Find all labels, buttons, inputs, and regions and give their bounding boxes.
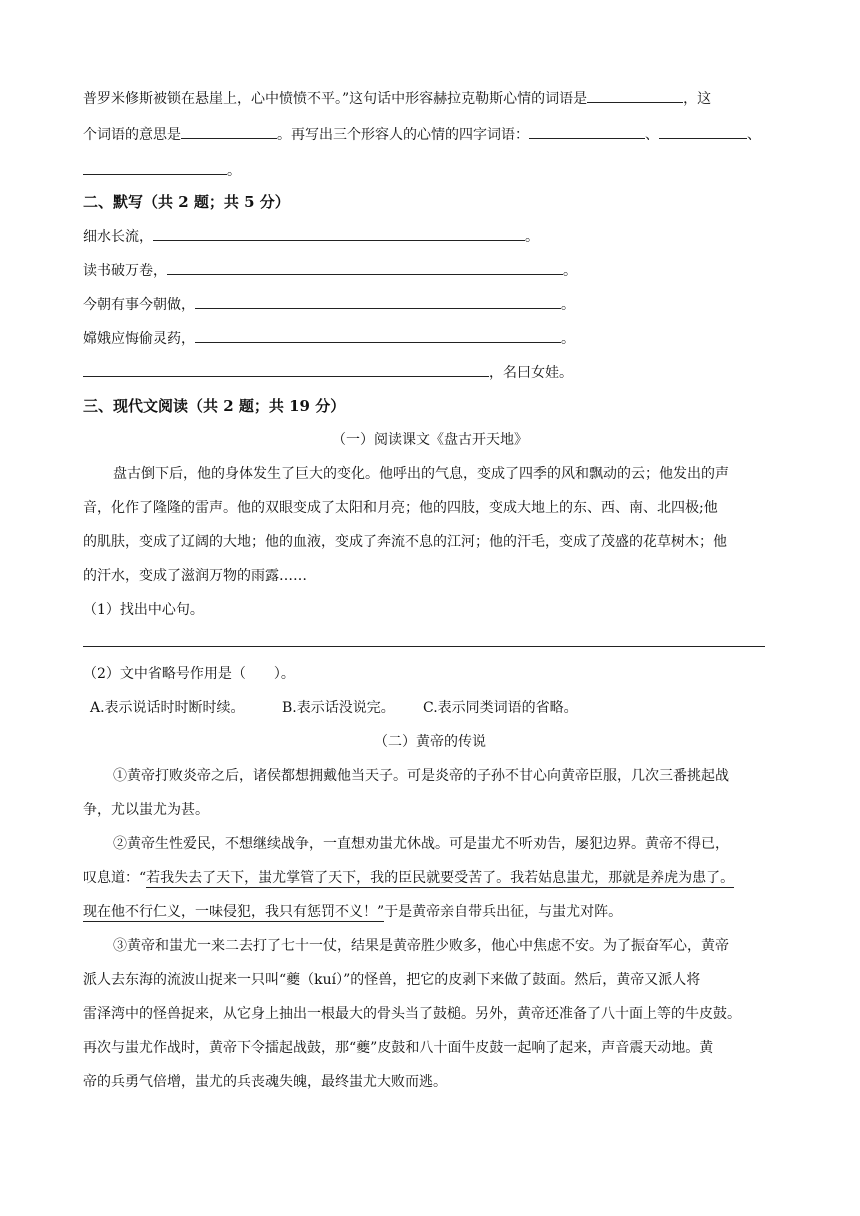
passage-line: [83, 902, 622, 922]
dictation-prompt: 细水长流，: [83, 229, 153, 245]
dictation-item: [83, 328, 575, 349]
passage-text: 于是黄帝亲自带兵出征，与蚩尤对阵。: [384, 904, 623, 920]
passage-line: 的肌肤，变成了辽阔的大地；他的血液，变成了奔流不息的江河；他的汗毛，变成了茂盛的花草树木；他: [83, 534, 727, 550]
section-heading: 三、现代文阅读（共 2 题；共 19 分）: [83, 397, 346, 415]
passage-line: ③黄帝和蚩尤一来二去打了七十一仗，结果是黄帝胜少败多，他心中焦虑不安。为了振奋军心，黄帝: [113, 938, 729, 954]
answer-blank[interactable]: [195, 294, 561, 309]
answer-blank[interactable]: [153, 226, 525, 241]
dictation-prompt: 今朝有事今朝做，: [83, 297, 195, 313]
answer-blank[interactable]: [181, 124, 277, 139]
s1-line-3: [83, 160, 241, 181]
answer-line[interactable]: [83, 646, 765, 647]
s1-text: ，这: [683, 91, 712, 107]
s1-text: 、: [645, 127, 659, 143]
passage-line: 的汗水，变成了滋润万物的雨露……: [83, 568, 307, 584]
answer-blank[interactable]: [529, 124, 645, 139]
passage-line: 盘古倒下后，他的身体发生了巨大的变化。他呼出的气息，变成了四季的风和飘动的云；他发出的声: [113, 466, 729, 482]
answer-blank[interactable]: [587, 88, 683, 103]
answer-blank[interactable]: [195, 328, 561, 343]
passage-line: 再次与蚩尤作战时，黄帝下令擂起战鼓，那“夔”皮鼓和八十面牛皮鼓一起响了起来，声音震天动地。黄: [83, 1040, 714, 1056]
answer-option[interactable]: A.表示说话时时断时续。: [90, 700, 245, 716]
passage-line: ①黄帝打败炎帝之后，诸侯都想拥戴他当天子。可是炎帝的子孙不甘心向黄帝臣服，几次三番挑起战: [113, 768, 729, 784]
dictation-prompt: 嫦娥应悔偷灵药，: [83, 331, 195, 347]
s1-text: 。: [227, 163, 241, 179]
s1-text: 普罗米修斯被锁在悬崖上，心中愤愤不平。”这句话中形容赫拉克勒斯心情的词语是: [83, 91, 588, 107]
passage-line: [83, 868, 734, 888]
dictation-item: [83, 362, 573, 383]
passage-title: （一）阅读课文《盘古开天地》: [332, 432, 528, 448]
s1-line-2: [83, 124, 761, 145]
dictation-item: [83, 260, 577, 281]
passage-line: 帝的兵勇气倍增，蚩尤的兵丧魂失魄，最终蚩尤大败而逃。: [83, 1074, 447, 1090]
s1-line-1: [83, 88, 711, 109]
question-label: （1）找出中心句。: [83, 602, 204, 618]
answer-blank[interactable]: [83, 362, 489, 377]
answer-option[interactable]: B.表示话没说完。: [282, 700, 395, 716]
answer-blank[interactable]: [83, 160, 227, 175]
dictation-end: 。: [561, 297, 575, 313]
passage-line: 派人去东海的流波山捉来一只叫“夔（kuí）”的怪兽，把它的皮剥下来做了鼓面。然后，黄帝又派人将: [83, 972, 701, 988]
dictation-end: 。: [525, 229, 539, 245]
s1-text: 、: [747, 127, 761, 143]
answer-blank[interactable]: [659, 124, 747, 139]
s1-text: 个词语的意思是: [83, 127, 181, 143]
dictation-end: 。: [563, 263, 577, 279]
answer-option[interactable]: C.表示同类词语的省略。: [423, 700, 578, 716]
question-label: （2）文中省略号作用是（ ）。: [83, 666, 295, 682]
dictation-item: [83, 226, 539, 247]
dictation-prompt: 读书破万卷，: [83, 263, 167, 279]
passage-title: （二）黄帝的传说: [374, 734, 486, 750]
dictation-end: ，名曰女娃。: [489, 365, 573, 381]
passage-line: 音，化作了隆隆的雷声。他的双眼变成了太阳和月亮；他的四肢，变成大地上的东、西、南、北四极;他: [83, 500, 718, 516]
section-heading: 二、默写（共 2 题；共 5 分）: [83, 193, 290, 211]
answer-blank[interactable]: [167, 260, 563, 275]
passage-text: 叹息道：“: [83, 870, 147, 886]
dictation-item: [83, 294, 575, 315]
underlined-quote: 现在他不行仁义，一味侵犯，我只有惩罚不义！”: [83, 904, 385, 920]
dictation-end: 。: [561, 331, 575, 347]
passage-line: ②黄帝生性爱民，不想继续战争，一直想劝蚩尤休战。可是蚩尤不听劝告，屡犯边界。黄帝不得已，: [113, 836, 729, 852]
passage-line: 争，尤以蚩尤为甚。: [83, 802, 209, 818]
passage-line: 雷泽湾中的怪兽捉来，从它身上抽出一根最大的骨头当了鼓槌。另外，黄帝还准备了八十面上等的牛皮鼓。: [83, 1006, 741, 1022]
s1-text: 。再写出三个形容人的心情的四字词语：: [277, 127, 529, 143]
underlined-quote: 若我失去了天下，蚩尤掌管了天下，我的臣民就要受苦了。我若姑息蚩尤，那就是养虎为患了。: [146, 870, 735, 886]
